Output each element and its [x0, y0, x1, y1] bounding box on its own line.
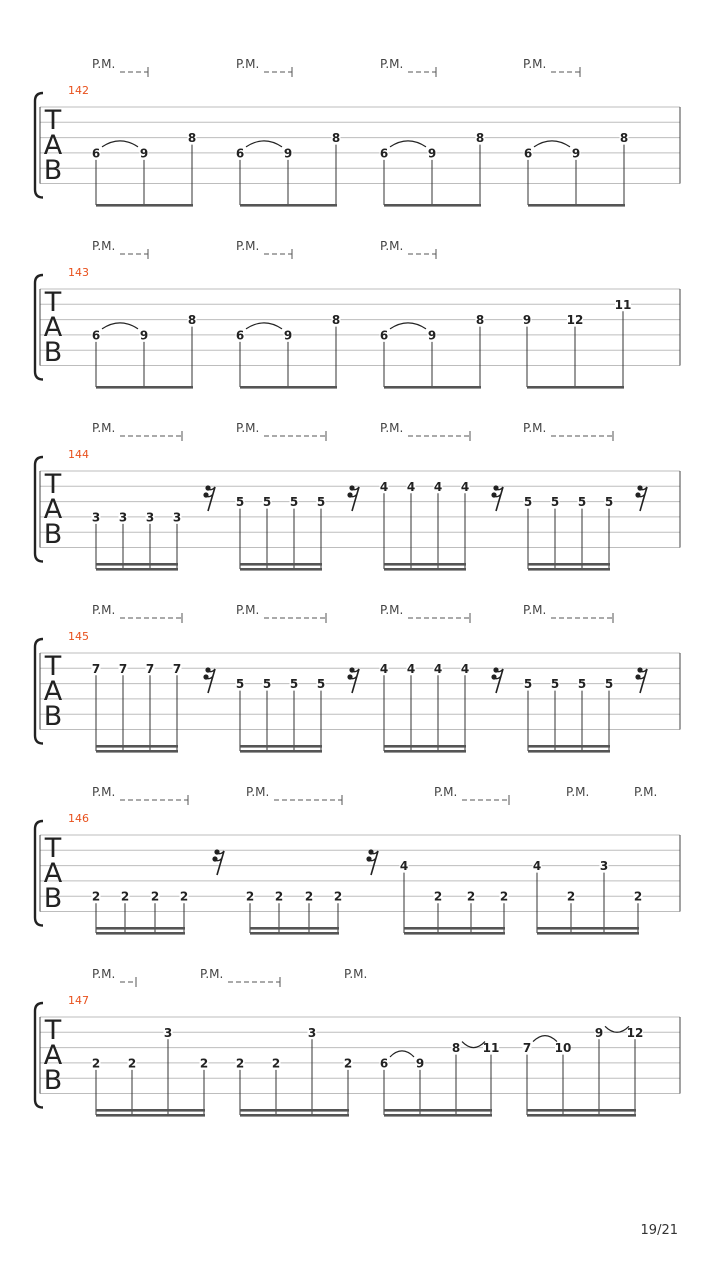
fret-number: 2 — [91, 1056, 101, 1071]
beam — [240, 563, 322, 566]
fret-number: 2 — [150, 889, 160, 904]
fret-number: 2 — [127, 1056, 137, 1071]
measure-number: 147 — [68, 994, 89, 1007]
palm-mute-label: P.M. — [344, 967, 368, 981]
tab-system — [35, 57, 680, 207]
palm-mute-label: P.M. — [380, 603, 404, 617]
palm-mute-label: P.M. — [380, 421, 404, 435]
fret-number: 12 — [626, 1025, 644, 1040]
rest-stem — [208, 669, 215, 693]
slur — [246, 323, 282, 329]
palm-mute-label: P.M. — [380, 239, 404, 253]
fret-number: 6 — [235, 328, 245, 343]
palm-mute-label: P.M. — [236, 239, 260, 253]
sixteenth-rest — [635, 485, 647, 511]
beam — [528, 745, 610, 748]
fret-number: 5 — [604, 677, 614, 692]
sixteenth-rest — [366, 849, 378, 875]
beam — [96, 563, 178, 566]
sixteenth-rest — [635, 667, 647, 693]
rest-stem — [208, 487, 215, 511]
fret-number: 2 — [499, 889, 509, 904]
page-number: 19/21 — [640, 1223, 678, 1238]
fret-number: 8 — [331, 131, 341, 146]
tab-clef-letter-t: T — [44, 1015, 62, 1046]
slur — [390, 141, 426, 147]
fret-number: 5 — [604, 495, 614, 510]
tab-clef-letter-a: A — [43, 1040, 63, 1071]
fret-number: 8 — [331, 313, 341, 328]
fret-number: 2 — [271, 1056, 281, 1071]
fret-number: 8 — [451, 1041, 461, 1056]
fret-number: 4 — [379, 661, 389, 676]
beam — [527, 386, 624, 389]
fret-number: 9 — [522, 313, 532, 328]
fret-number: 2 — [245, 889, 255, 904]
beam — [240, 204, 337, 207]
fret-number: 2 — [633, 889, 643, 904]
palm-mute-label: P.M. — [523, 57, 547, 71]
beam — [96, 927, 185, 930]
rest-stem — [371, 851, 378, 875]
fret-number: 6 — [379, 146, 389, 161]
tab-system — [35, 239, 680, 389]
fret-number: 5 — [289, 677, 299, 692]
beam — [96, 750, 178, 753]
fret-number: 3 — [172, 510, 182, 525]
beam — [96, 204, 193, 207]
palm-mute-label: P.M. — [92, 967, 116, 981]
system-bracket — [35, 1003, 43, 1108]
tab-clef-letter-t: T — [44, 469, 62, 500]
fret-number: 9 — [139, 146, 149, 161]
palm-mute-label: P.M. — [523, 421, 547, 435]
fret-number: 2 — [120, 889, 130, 904]
beam — [528, 204, 625, 207]
beam — [537, 927, 639, 930]
beam — [384, 1109, 492, 1112]
tab-clef-letter-b: B — [43, 1065, 63, 1096]
fret-number: 9 — [571, 146, 581, 161]
palm-mute-label: P.M. — [92, 421, 116, 435]
tab-clef-letter-b: B — [43, 519, 63, 550]
fret-number: 5 — [289, 495, 299, 510]
sixteenth-rest — [491, 485, 503, 511]
fret-number: 5 — [262, 677, 272, 692]
palm-mute-label: P.M. — [523, 603, 547, 617]
tab-clef-letter-a: A — [43, 130, 63, 161]
beam — [250, 927, 339, 930]
beam — [404, 927, 505, 930]
fret-number: 4 — [379, 479, 389, 494]
palm-mute-label: P.M. — [92, 785, 116, 799]
fret-number: 12 — [566, 313, 584, 328]
beam — [384, 204, 481, 207]
measure-number: 143 — [68, 266, 89, 279]
fret-number: 11 — [614, 297, 632, 312]
palm-mute-label: P.M. — [92, 57, 116, 71]
beam — [537, 932, 639, 935]
beam — [96, 568, 178, 571]
systems-container — [35, 57, 680, 1117]
beam — [240, 745, 322, 748]
fret-number: 5 — [235, 495, 245, 510]
fret-number: 6 — [379, 1056, 389, 1071]
tab-clef-letter-b: B — [43, 883, 63, 914]
tab-clef-letter-t: T — [44, 287, 62, 318]
system-bracket — [35, 639, 43, 744]
fret-number: 2 — [433, 889, 443, 904]
sixteenth-rest — [203, 667, 215, 693]
tab-clef-letter-a: A — [43, 494, 63, 525]
fret-number: 4 — [406, 661, 416, 676]
fret-number: 2 — [179, 889, 189, 904]
fret-number: 5 — [550, 495, 560, 510]
fret-number: 6 — [235, 146, 245, 161]
fret-number: 4 — [406, 479, 416, 494]
slur — [102, 141, 138, 147]
fret-number: 11 — [482, 1041, 500, 1056]
palm-mute-label: P.M. — [92, 603, 116, 617]
tab-clef-letter-a: A — [43, 676, 63, 707]
fret-number: 4 — [460, 479, 470, 494]
fret-number: 9 — [139, 328, 149, 343]
tab-clef-letter-t: T — [44, 833, 62, 864]
fret-number: 2 — [566, 889, 576, 904]
system-bracket — [35, 821, 43, 926]
beam — [384, 750, 466, 753]
beam — [528, 750, 610, 753]
fret-number: 4 — [399, 859, 409, 874]
slur — [102, 323, 138, 329]
palm-mute-label: P.M. — [200, 967, 224, 981]
beam — [240, 1109, 349, 1112]
fret-number: 6 — [91, 146, 101, 161]
beam — [96, 932, 185, 935]
tab-clef-letter-t: T — [44, 105, 62, 136]
palm-mute-label: P.M. — [246, 785, 270, 799]
fret-number: 6 — [523, 146, 533, 161]
slur — [605, 1026, 629, 1032]
tab-clef-letter-b: B — [43, 337, 63, 368]
beam — [96, 1114, 205, 1117]
slur — [390, 323, 426, 329]
fret-number: 4 — [433, 661, 443, 676]
fret-number: 4 — [532, 859, 542, 874]
fret-number: 9 — [594, 1025, 604, 1040]
beam — [527, 1114, 636, 1117]
fret-number: 7 — [118, 661, 128, 676]
beam — [96, 1109, 205, 1112]
fret-number: 3 — [118, 510, 128, 525]
tab-system — [35, 785, 680, 935]
fret-number: 10 — [554, 1041, 572, 1056]
measure-number: 144 — [68, 448, 89, 461]
beam — [384, 745, 466, 748]
beam — [384, 1114, 492, 1117]
tab-system — [35, 967, 680, 1117]
beam — [240, 1114, 349, 1117]
fret-number: 7 — [145, 661, 155, 676]
sixteenth-rest — [212, 849, 224, 875]
fret-number: 3 — [163, 1025, 173, 1040]
fret-number: 4 — [433, 479, 443, 494]
fret-number: 3 — [307, 1025, 317, 1040]
rest-stem — [496, 669, 503, 693]
beam — [384, 563, 466, 566]
fret-number: 5 — [523, 495, 533, 510]
fret-number: 7 — [91, 661, 101, 676]
fret-number: 3 — [599, 859, 609, 874]
system-bracket — [35, 275, 43, 380]
fret-number: 5 — [316, 677, 326, 692]
fret-number: 8 — [619, 131, 629, 146]
fret-number: 2 — [199, 1056, 209, 1071]
tab-clef-letter-a: A — [43, 858, 63, 889]
fret-number: 8 — [187, 313, 197, 328]
beam — [250, 932, 339, 935]
beam — [528, 563, 610, 566]
fret-number: 5 — [523, 677, 533, 692]
beam — [527, 1109, 636, 1112]
fret-number: 7 — [172, 661, 182, 676]
fret-number: 5 — [550, 677, 560, 692]
slur — [246, 141, 282, 147]
fret-number: 8 — [187, 131, 197, 146]
palm-mute-label: P.M. — [236, 57, 260, 71]
fret-number: 8 — [475, 131, 485, 146]
fret-number: 6 — [379, 328, 389, 343]
palm-mute-label: P.M. — [236, 421, 260, 435]
palm-mute-label: P.M. — [634, 785, 658, 799]
beam — [404, 932, 505, 935]
palm-mute-label: P.M. — [92, 239, 116, 253]
rest-stem — [352, 487, 359, 511]
slur — [390, 1051, 414, 1057]
slur — [462, 1042, 485, 1048]
beam — [384, 568, 466, 571]
palm-mute-label: P.M. — [380, 57, 404, 71]
fret-number: 8 — [475, 313, 485, 328]
beam — [384, 386, 481, 389]
palm-mute-label: P.M. — [434, 785, 458, 799]
fret-number: 9 — [427, 146, 437, 161]
sixteenth-rest — [347, 485, 359, 511]
rest-stem — [217, 851, 224, 875]
slur — [533, 1036, 557, 1042]
measure-number: 142 — [68, 84, 89, 97]
tab-system — [35, 603, 680, 753]
fret-number: 2 — [333, 889, 343, 904]
rest-stem — [640, 669, 647, 693]
beam — [96, 386, 193, 389]
fret-number: 7 — [522, 1041, 532, 1056]
rest-stem — [496, 487, 503, 511]
fret-number: 5 — [235, 677, 245, 692]
beam — [240, 386, 337, 389]
measure-number: 145 — [68, 630, 89, 643]
beam — [240, 750, 322, 753]
fret-number: 2 — [304, 889, 314, 904]
rest-stem — [352, 669, 359, 693]
fret-number: 5 — [316, 495, 326, 510]
tab-system — [35, 421, 680, 571]
beam — [528, 568, 610, 571]
fret-number: 3 — [145, 510, 155, 525]
slur — [534, 141, 570, 147]
tab-clef-letter-t: T — [44, 651, 62, 682]
measure-number: 146 — [68, 812, 89, 825]
fret-number: 9 — [283, 146, 293, 161]
palm-mute-label: P.M. — [236, 603, 260, 617]
fret-number: 2 — [91, 889, 101, 904]
fret-number: 9 — [415, 1056, 425, 1071]
beam — [240, 568, 322, 571]
fret-number: 3 — [91, 510, 101, 525]
sixteenth-rest — [347, 667, 359, 693]
fret-number: 6 — [91, 328, 101, 343]
fret-number: 2 — [466, 889, 476, 904]
beam — [96, 745, 178, 748]
palm-mute-label: P.M. — [566, 785, 590, 799]
fret-number: 5 — [577, 495, 587, 510]
fret-number: 2 — [274, 889, 284, 904]
tab-clef-letter-a: A — [43, 312, 63, 343]
tab-clef-letter-b: B — [43, 155, 63, 186]
sixteenth-rest — [491, 667, 503, 693]
fret-number: 2 — [235, 1056, 245, 1071]
system-bracket — [35, 93, 43, 198]
fret-number: 9 — [427, 328, 437, 343]
fret-number: 9 — [283, 328, 293, 343]
rest-stem — [640, 487, 647, 511]
fret-number: 5 — [262, 495, 272, 510]
fret-number: 5 — [577, 677, 587, 692]
system-bracket — [35, 457, 43, 562]
fret-number: 2 — [343, 1056, 353, 1071]
tab-clef-letter-b: B — [43, 701, 63, 732]
fret-number: 4 — [460, 661, 470, 676]
sixteenth-rest — [203, 485, 215, 511]
